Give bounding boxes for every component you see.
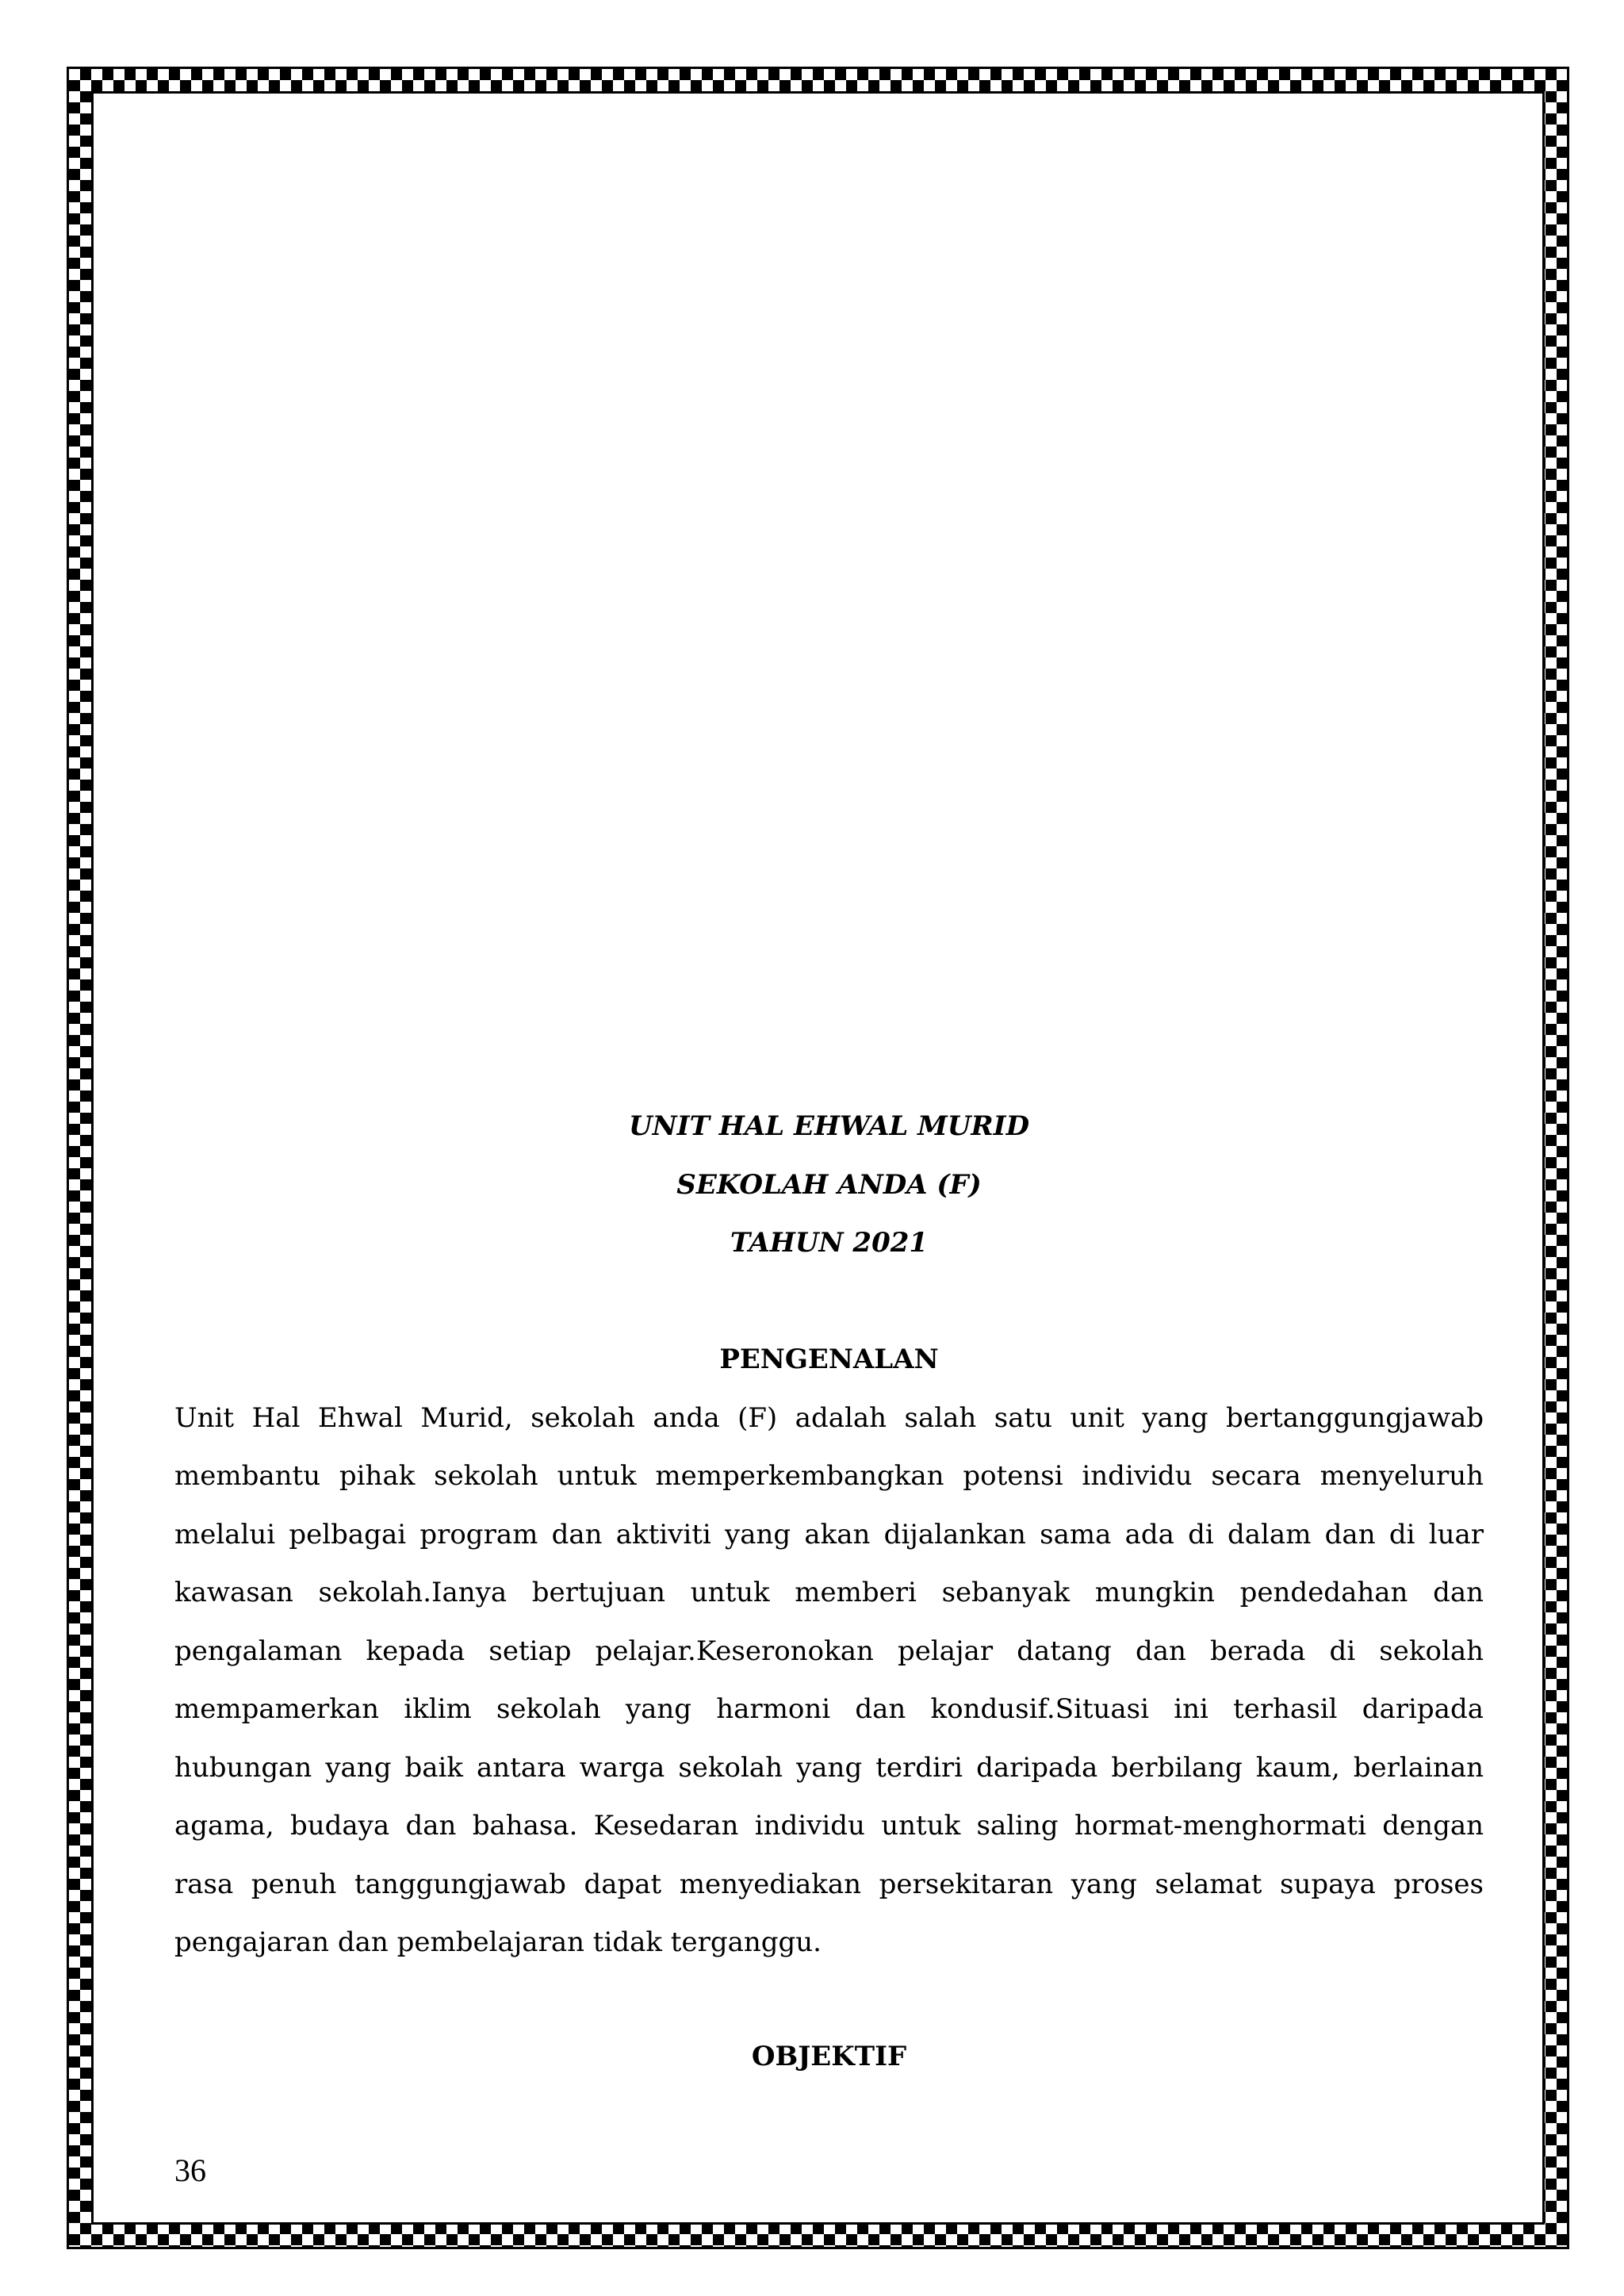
- paragraph-line: melalui pelbagai program dan aktiviti yang akan dijalankan sama ada di dalam dan di luar: [174, 1518, 1484, 1550]
- document-title-unit: UNIT HAL EHWAL MURID: [628, 1110, 1030, 1142]
- paragraph-line: membantu pihak sekolah untuk memperkembangkan potensi individu secara menyeluruh: [174, 1460, 1484, 1492]
- paragraph-line: pengalaman kepada setiap pelajar.Keseronokan pelajar datang dan berada di sekolah: [174, 1635, 1484, 1667]
- section-heading-objektif: OBJEKTIF: [751, 2040, 907, 2072]
- paragraph-line: hubungan yang baik antara warga sekolah yang terdiri daripada berbilang kaum, berlainan: [174, 1751, 1484, 1784]
- paragraph-line: mempamerkan iklim sekolah yang harmoni dan kondusif.Situasi ini terhasil daripada: [174, 1693, 1484, 1725]
- paragraph-line: pengajaran dan pembelajaran tidak terganggu.: [174, 1926, 822, 1958]
- paragraph-line: rasa penuh tanggungjawab dapat menyediakan persekitaran yang selamat supaya proses: [174, 1868, 1484, 1900]
- paragraph-line: Unit Hal Ehwal Murid, sekolah anda (F) adalah salah satu unit yang bertanggungjawab: [174, 1401, 1484, 1434]
- section-heading-pengenalan: PENGENALAN: [719, 1343, 939, 1375]
- page-number: 36: [174, 2152, 206, 2188]
- document-title-year: TAHUN 2021: [730, 1227, 929, 1259]
- paragraph-line: kawasan sekolah.Ianya bertujuan untuk memberi sebanyak mungkin pendedahan dan: [174, 1577, 1484, 1608]
- document-body: [174, 1098, 1484, 2086]
- document-title-school: SEKOLAH ANDA (F): [676, 1168, 982, 1201]
- paragraph-line: agama, budaya dan bahasa. Kesedaran individu untuk saling hormat-menghormati dengan: [174, 1810, 1484, 1842]
- pengenalan-paragraph: [174, 1389, 1484, 1972]
